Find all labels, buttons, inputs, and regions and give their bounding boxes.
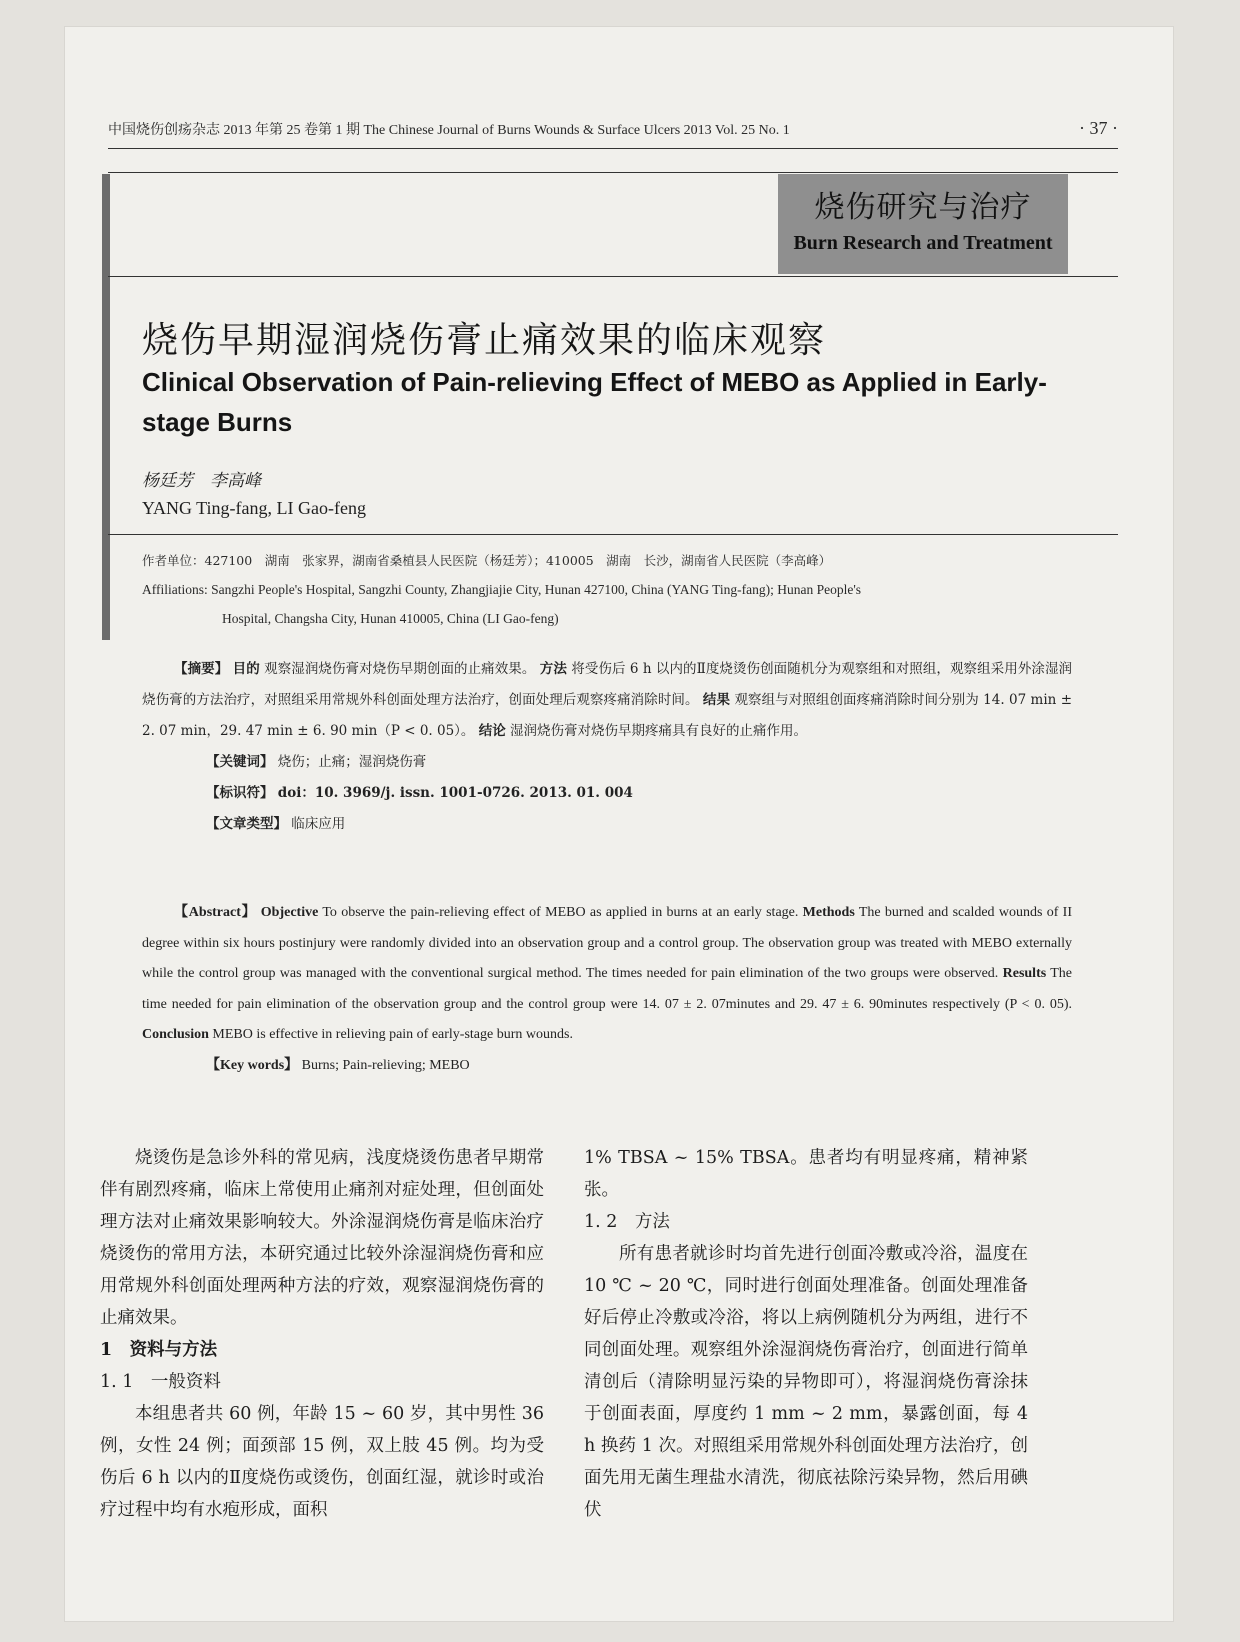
journal-page	[64, 26, 1174, 1622]
page-number: · 37 ·	[1079, 118, 1118, 138]
abstract-zh	[142, 654, 1072, 840]
objective-zh: 观察湿润烧伤膏对烧伤早期创面的止痛效果。	[264, 661, 536, 677]
keywords-en: Burns; Pain-relieving; MEBO	[301, 1057, 470, 1073]
objective-label-en: Objective	[260, 905, 319, 920]
methods-en: The burned and scalded wounds of II degree within six hours postinjury were randomly divided into an observation group and a control group. The observation group was treated with MEBO externally while the control group was managed with the conventional surgical method. The times needed for pain elimination of the two groups were observed.	[142, 905, 1072, 981]
affiliation-zh: 作者单位：427100 湖南 张家界，湖南省桑植县人民医院（杨廷芳）；410005 湖南 长沙，湖南省人民医院（李高峰）	[142, 553, 832, 568]
abstract-en-label: 【Abstract】	[174, 905, 257, 920]
objective-label-zh: 目的	[232, 661, 260, 677]
header-rule	[108, 148, 1118, 149]
body-column-right	[584, 1142, 1028, 1526]
authors-zh: 杨廷芳 李高峰	[142, 471, 261, 491]
section-label-box	[778, 174, 1068, 274]
section-bottom-rule	[108, 276, 1118, 277]
abstract-en-body	[142, 898, 1072, 1051]
section-label-en: Burn Research and Treatment	[793, 232, 1053, 254]
conclusion-zh: 湿润烧伤膏对烧伤早期疼痛具有良好的止痛作用。	[510, 723, 808, 739]
running-header	[108, 118, 1118, 139]
results-label-en: Results	[1002, 966, 1047, 981]
affiliation-rule	[108, 534, 1118, 535]
subsection-heading-1-2: 1. 2 方法	[584, 1212, 670, 1232]
keywords-label-zh: 【关键词】	[206, 754, 274, 770]
paragraph-1-1-continued: 1% TBSA ~ 15% TBSA。患者均有明显疼痛，精神紧张。	[584, 1148, 1028, 1200]
keywords-zh-line	[142, 747, 1072, 778]
keywords-zh: 烧伤；止痛；湿润烧伤膏	[277, 754, 427, 770]
doi-value: doi：10. 3969/j. issn. 1001-0726. 2013. 01. 004	[277, 785, 633, 801]
article-type-label: 【文章类型】	[206, 816, 287, 832]
running-head-text: 中国烧伤创疡杂志 2013 年第 25 卷第 1 期 The Chinese Journal of Burns Wounds & Surface Ulcers 2013 Vol. 25 No. 1	[108, 123, 790, 138]
abstract-en	[142, 898, 1072, 1081]
article-type-value: 临床应用	[291, 816, 346, 832]
conclusion-label-zh: 结论	[478, 723, 506, 739]
paragraph-1-2: 所有患者就诊时均首先进行创面冷敷或冷浴，温度在 10 ℃ ~ 20 ℃，同时进行创面处理准备。创面处理准备好后停止冷敷或冷浴，将以上病例随机分为两组，进行不同创面处理。观察组外涂湿润烧伤膏治疗，创面进行简单清创后（清除明显污染的异物即可），将湿润烧伤膏涂抹于创面表面，厚度约 1 mm ~ 2 mm，暴露创面，每 4 h 换药 1 次。对照组采用常规外科创面处理方法治疗，创面先用无菌生理盐水清洗，彻底祛除污染异物，然后用碘伏	[584, 1244, 1028, 1520]
methods-label-zh: 方法	[539, 661, 567, 677]
section-heading-1: 1 资料与方法	[100, 1340, 218, 1360]
intro-paragraph: 烧烫伤是急诊外科的常见病，浅度烧烫伤患者早期常伴有剧烈疼痛，临床上常使用止痛剂对症处理，但创面处理方法对止痛效果影响较大。外涂湿润烧伤膏是临床治疗烧烫伤的常用方法，本研究通过比较外涂湿润烧伤膏和应用常规外科创面处理两种方法的疗效，观察湿润烧伤膏的止痛效果。	[100, 1148, 544, 1328]
section-top-rule	[108, 172, 1118, 173]
results-zh: 观察组与对照组创面疼痛消除时间分别为 14. 07 min ± 2. 07 min，29. 47 min ± 6. 90 min（P < 0. 05）。	[142, 692, 1073, 739]
subsection-heading-1-1: 1. 1 一般资料	[100, 1372, 221, 1392]
abstract-zh-body	[142, 654, 1072, 747]
methods-label-en: Methods	[802, 905, 855, 920]
article-title-zh: 烧伤早期湿润烧伤膏止痛效果的临床观察	[142, 320, 827, 361]
decorative-side-bar	[102, 174, 110, 640]
results-en: The time needed for pain elimination of the observation group and the control group were 14. 07 ± 2. 07minutes and 29. 47 ± 6. 90minutes respectively (P < 0. 05).	[142, 966, 1073, 1012]
section-label-zh: 烧伤研究与治疗	[814, 190, 1032, 225]
article-title-en: Clinical Observation of Pain-relieving Effect of MEBO as Applied in Early-stage Burns	[142, 367, 1047, 437]
authors-en: YANG Ting-fang, LI Gao-feng	[142, 498, 366, 518]
results-label-zh: 结果	[702, 692, 731, 708]
paragraph-1-1: 本组患者共 60 例，年龄 15 ~ 60 岁，其中男性 36 例，女性 24 例；面颈部 15 例，双上肢 45 例。均为受伤后 6 h 以内的Ⅱ度烧伤或烫伤，创面红湿，就诊时或治疗过程中均有水疱形成，面积	[100, 1404, 544, 1520]
conclusion-label-en: Conclusion	[142, 1027, 209, 1042]
body-column-left	[100, 1142, 544, 1526]
conclusion-en: MEBO is effective in relieving pain of early-stage burn wounds.	[212, 1027, 573, 1042]
affiliations	[142, 546, 1082, 633]
affiliation-en-line1: Affiliations: Sangzhi People's Hospital, Sangzhi County, Zhangjiajie City, Hunan 427100, China (YANG Ting-fang); Hunan People's	[142, 582, 862, 597]
article-type-line	[142, 809, 1072, 840]
methods-zh: 将受伤后 6 h 以内的Ⅱ度烧烫伤创面随机分为观察组和对照组，观察组采用外涂湿润烧伤膏的方法治疗，对照组采用常规外科创面处理方法治疗，创面处理后观察疼痛消除时间。	[142, 661, 1073, 708]
affiliation-en-line2: Hospital, Changsha City, Hunan 410005, China (LI Gao-feng)	[222, 611, 559, 626]
doi-line	[142, 778, 1072, 809]
doi-label: 【标识符】	[206, 785, 274, 801]
objective-en: To observe the pain-relieving effect of MEBO as applied in burns at an early stage.	[322, 905, 799, 920]
abstract-zh-label: 【摘要】	[174, 661, 229, 677]
keywords-en-line	[142, 1051, 1072, 1082]
keywords-label-en: 【Key words】	[206, 1057, 299, 1073]
